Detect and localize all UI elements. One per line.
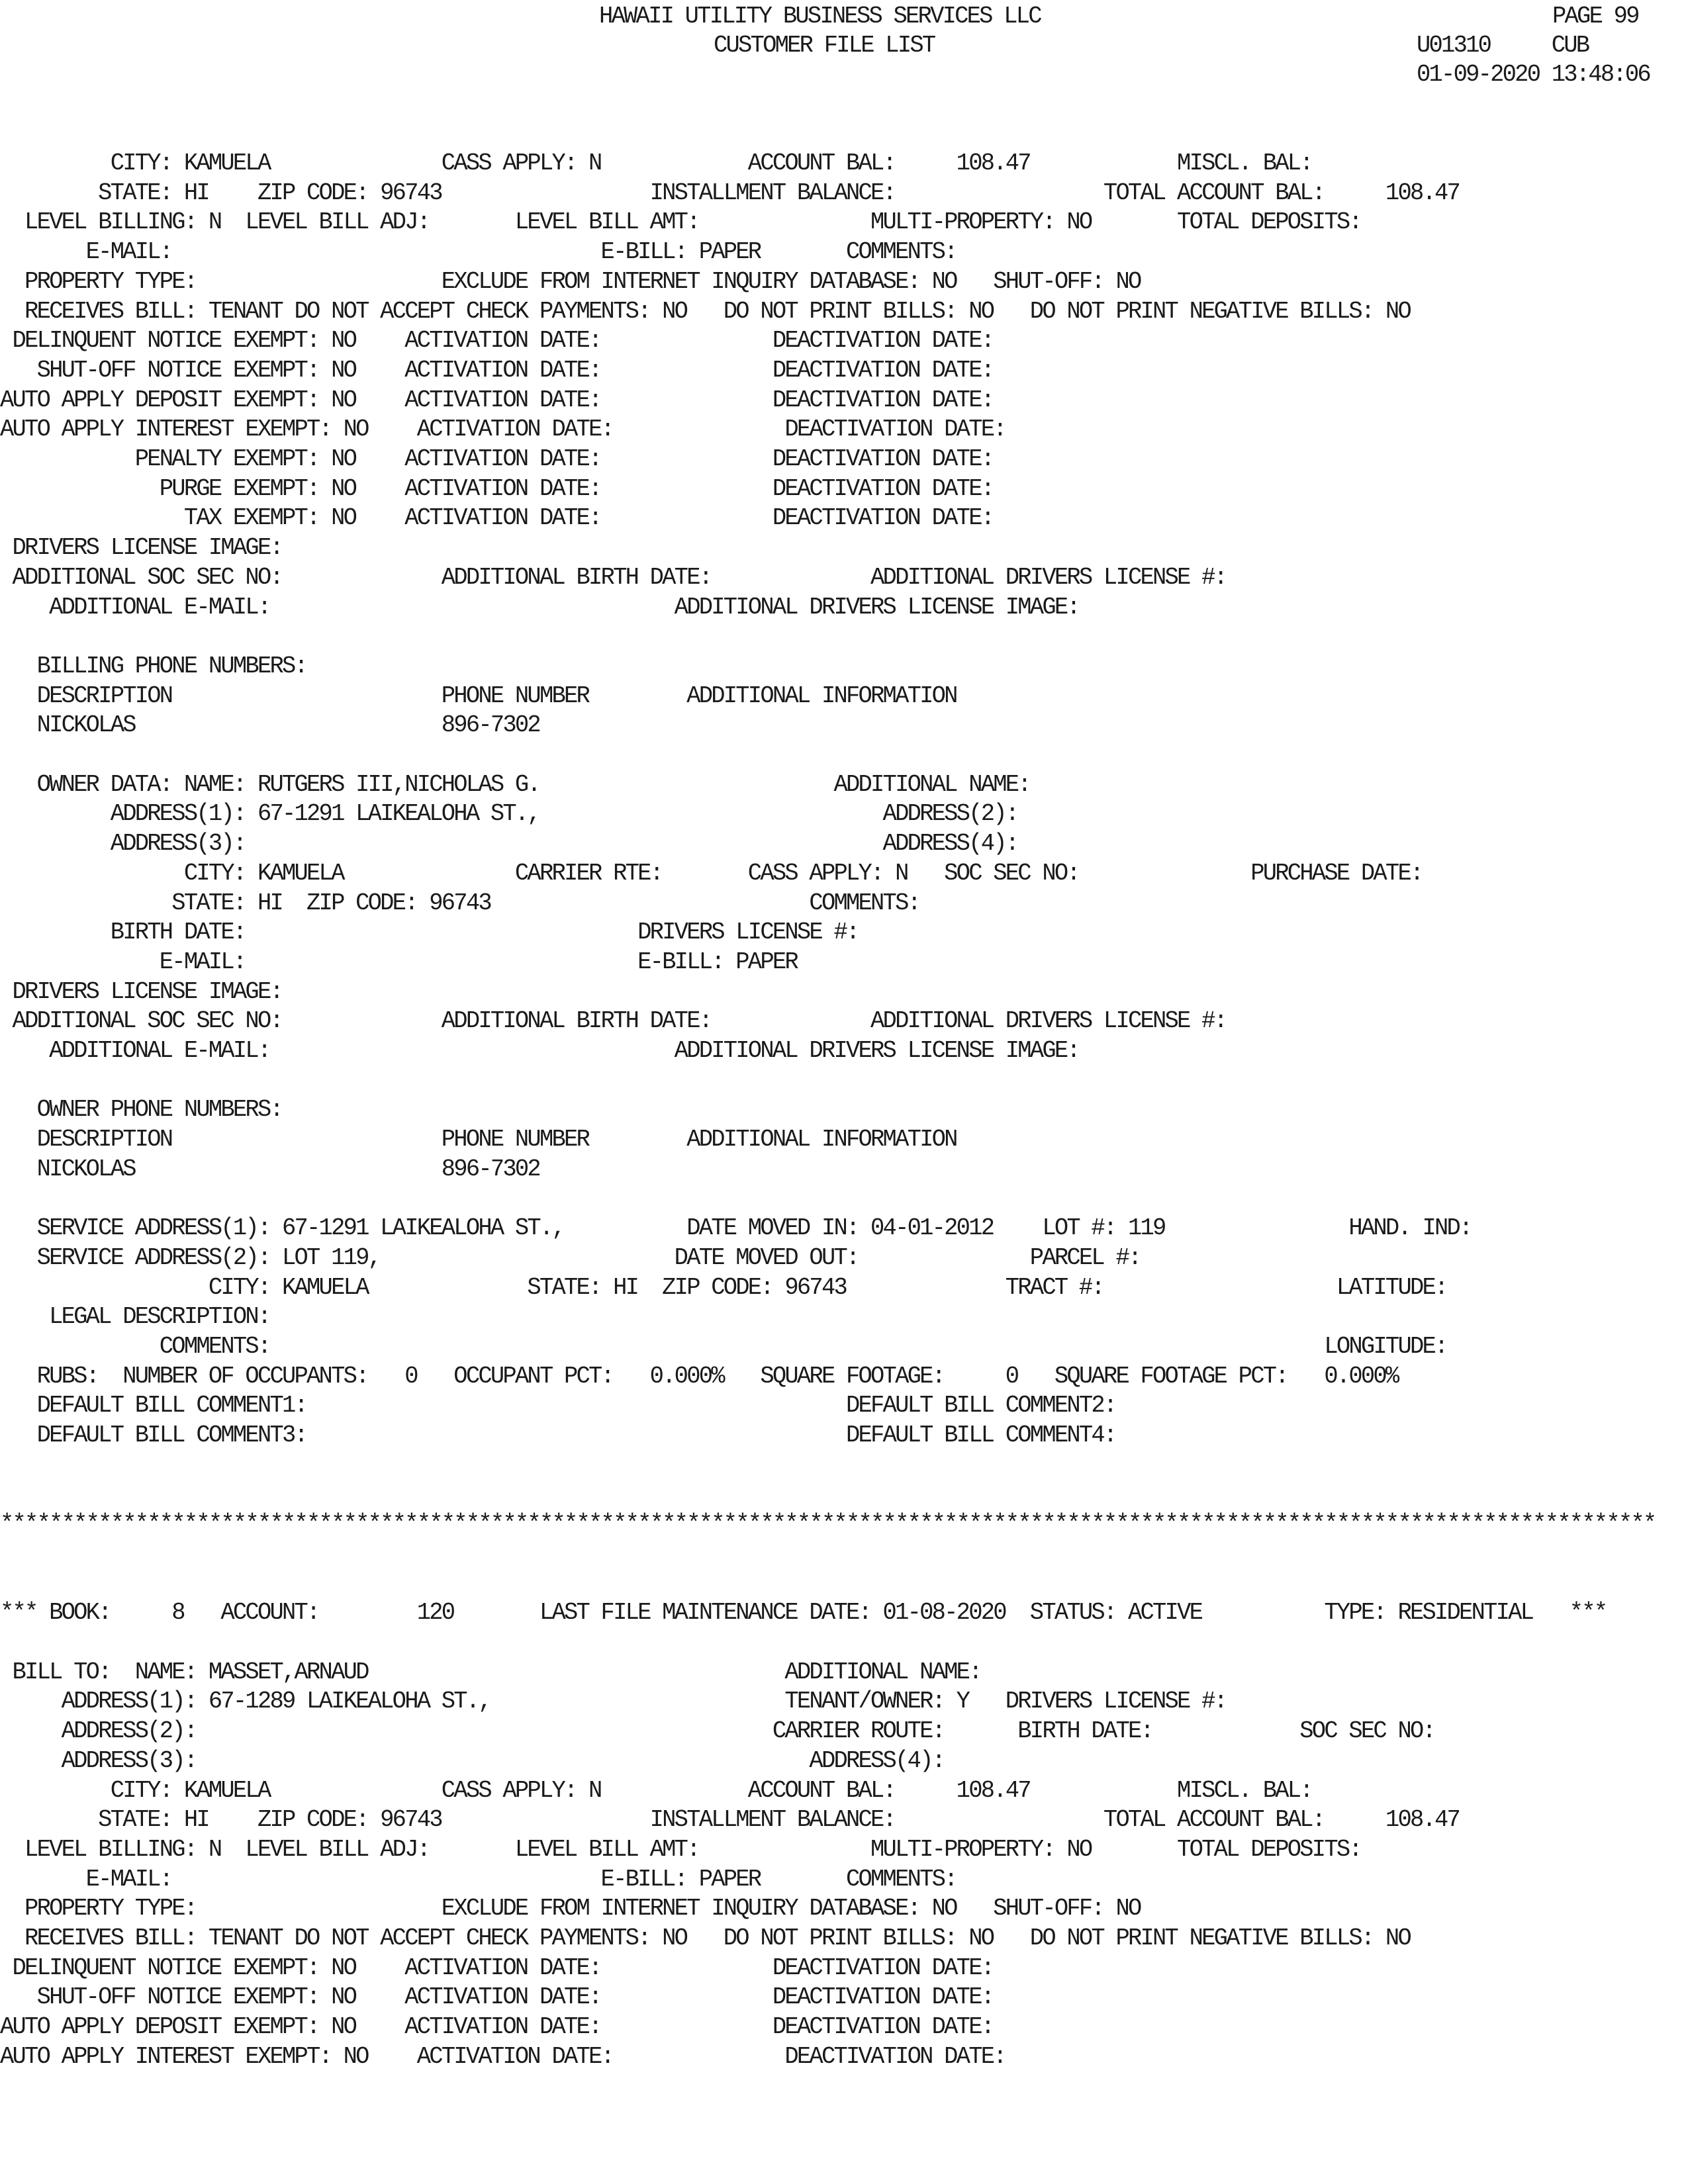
report-line: E-MAIL: E-BILL: PAPER COMMENTS: — [0, 238, 957, 266]
report-datetime: 01-09-2020 13:48:06 — [1417, 61, 1650, 88]
report-line: DRIVERS LICENSE IMAGE: — [0, 534, 282, 562]
report-line: DEFAULT BILL COMMENT1: DEFAULT BILL COMMENT2: — [0, 1392, 1116, 1420]
report-line: BILLING PHONE NUMBERS: — [0, 652, 307, 680]
report-line: OWNER PHONE NUMBERS: — [0, 1096, 282, 1124]
report-line: BIRTH DATE: DRIVERS LICENSE #: — [0, 919, 859, 946]
report-line: STATE: HI ZIP CODE: 96743 COMMENTS: — [0, 889, 920, 917]
report-line: CITY: KAMUELA CASS APPLY: N ACCOUNT BAL: 108.47 MISCL. BAL: — [0, 1776, 1312, 1804]
report-line: PENALTY EXEMPT: NO ACTIVATION DATE: DEACTIVATION DATE: — [0, 445, 994, 473]
report-line: RUBS: NUMBER OF OCCUPANTS: 0 OCCUPANT PCT: 0.000% SQUARE FOOTAGE: 0 SQUARE FOOTAGE PCT: 0.000% — [0, 1362, 1398, 1390]
report-line: LEVEL BILLING: N LEVEL BILL ADJ: LEVEL BILL AMT: MULTI-PROPERTY: NO TOTAL DEPOSITS: — [0, 208, 1361, 236]
page-number: PAGE 99 — [1552, 3, 1638, 30]
report-line: LEVEL BILLING: N LEVEL BILL ADJ: LEVEL BILL AMT: MULTI-PROPERTY: NO TOTAL DEPOSITS: — [0, 1835, 1361, 1863]
report-line: SERVICE ADDRESS(1): 67-1291 LAIKEALOHA ST., DATE MOVED IN: 04-01-2012 LOT #: 119 HAND. IND: — [0, 1214, 1472, 1242]
report-line: STATE: HI ZIP CODE: 96743 INSTALLMENT BALANCE: TOTAL ACCOUNT BAL: 108.47 — [0, 1806, 1460, 1834]
report-line: NICKOLAS 896-7302 — [0, 711, 539, 739]
report-line: STATE: HI ZIP CODE: 96743 INSTALLMENT BALANCE: TOTAL ACCOUNT BAL: 108.47 — [0, 179, 1460, 206]
report-line: E-MAIL: E-BILL: PAPER COMMENTS: — [0, 1865, 957, 1893]
report-line: PURGE EXEMPT: NO ACTIVATION DATE: DEACTIVATION DATE: — [0, 475, 994, 502]
report-line: DESCRIPTION PHONE NUMBER ADDITIONAL INFORMATION — [0, 1126, 957, 1154]
report-line: DESCRIPTION PHONE NUMBER ADDITIONAL INFORMATION — [0, 682, 957, 709]
report-line: DEFAULT BILL COMMENT3: DEFAULT BILL COMMENT4: — [0, 1422, 1116, 1449]
report-line: CITY: KAMUELA STATE: HI ZIP CODE: 96743 TRACT #: LATITUDE: — [0, 1273, 1447, 1301]
report-line: ADDITIONAL E-MAIL: ADDITIONAL DRIVERS LICENSE IMAGE: — [0, 593, 1079, 621]
report-line: E-MAIL: E-BILL: PAPER — [0, 948, 797, 976]
report-line: BILL TO: NAME: MASSET,ARNAUD ADDITIONAL NAME: — [0, 1658, 981, 1686]
report-line: AUTO APPLY DEPOSIT EXEMPT: NO ACTIVATION DATE: DEACTIVATION DATE: — [0, 386, 994, 414]
report-line: NICKOLAS 896-7302 — [0, 1155, 539, 1183]
report-line: ADDRESS(2): CARRIER ROUTE: BIRTH DATE: SOC SEC NO: — [0, 1717, 1435, 1745]
report-line: ADDITIONAL SOC SEC NO: ADDITIONAL BIRTH DATE: ADDITIONAL DRIVERS LICENSE #: — [0, 563, 1227, 591]
report-line: ADDITIONAL E-MAIL: ADDITIONAL DRIVERS LICENSE IMAGE: — [0, 1037, 1079, 1064]
report-line: AUTO APPLY INTEREST EXEMPT: NO ACTIVATION DATE: DEACTIVATION DATE: — [0, 2042, 1006, 2070]
report-line: LEGAL DESCRIPTION: — [0, 1303, 270, 1331]
company-name: HAWAII UTILITY BUSINESS SERVICES LLC — [599, 3, 1041, 30]
report-line: *************************************************************************************************************************************** — [0, 1510, 1656, 1538]
report-id: U01310 CUB — [1417, 32, 1589, 59]
report-line: ADDITIONAL SOC SEC NO: ADDITIONAL BIRTH DATE: ADDITIONAL DRIVERS LICENSE #: — [0, 1007, 1227, 1035]
report-line: *** BOOK: 8 ACCOUNT: 120 LAST FILE MAINTENANCE DATE: 01-08-2020 STATUS: ACTIVE TYPE: RESIDENTIAL *** — [0, 1599, 1607, 1627]
report-line: OWNER DATA: NAME: RUTGERS III,NICHOLAS G. ADDITIONAL NAME: — [0, 770, 1030, 798]
report-line: SERVICE ADDRESS(2): LOT 119, DATE MOVED OUT: PARCEL #: — [0, 1244, 1141, 1271]
report-line: ADDRESS(3): ADDRESS(4): — [0, 830, 1018, 858]
report-line: ADDRESS(1): 67-1289 LAIKEALOHA ST., TENANT/OWNER: Y DRIVERS LICENSE #: — [0, 1688, 1227, 1715]
report-line: TAX EXEMPT: NO ACTIVATION DATE: DEACTIVATION DATE: — [0, 504, 994, 532]
report-line: RECEIVES BILL: TENANT DO NOT ACCEPT CHECK PAYMENTS: NO DO NOT PRINT BILLS: NO DO NOT PRINT NEGATIVE BILLS: NO — [0, 1925, 1410, 1952]
report-line: DELINQUENT NOTICE EXEMPT: NO ACTIVATION DATE: DEACTIVATION DATE: — [0, 327, 994, 355]
report-line: CITY: KAMUELA CASS APPLY: N ACCOUNT BAL: 108.47 MISCL. BAL: — [0, 150, 1312, 177]
report-line: PROPERTY TYPE: EXCLUDE FROM INTERNET INQUIRY DATABASE: NO SHUT-OFF: NO — [0, 267, 1141, 295]
report-line: AUTO APPLY INTEREST EXEMPT: NO ACTIVATION DATE: DEACTIVATION DATE: — [0, 416, 1006, 443]
report-line: AUTO APPLY DEPOSIT EXEMPT: NO ACTIVATION DATE: DEACTIVATION DATE: — [0, 2013, 994, 2041]
report-line: DELINQUENT NOTICE EXEMPT: NO ACTIVATION DATE: DEACTIVATION DATE: — [0, 1954, 994, 1981]
report-line: ADDRESS(3): ADDRESS(4): — [0, 1747, 945, 1774]
report-line: SHUT-OFF NOTICE EXEMPT: NO ACTIVATION DATE: DEACTIVATION DATE: — [0, 356, 994, 384]
report-title: CUSTOMER FILE LIST — [714, 32, 935, 59]
report-line: COMMENTS: LONGITUDE: — [0, 1333, 1447, 1360]
report-line: ADDRESS(1): 67-1291 LAIKEALOHA ST., ADDRESS(2): — [0, 800, 1018, 828]
report-line: CITY: KAMUELA CARRIER RTE: CASS APPLY: N SOC SEC NO: PURCHASE DATE: — [0, 859, 1423, 887]
report-line: SHUT-OFF NOTICE EXEMPT: NO ACTIVATION DATE: DEACTIVATION DATE: — [0, 1983, 994, 2011]
report-line: PROPERTY TYPE: EXCLUDE FROM INTERNET INQUIRY DATABASE: NO SHUT-OFF: NO — [0, 1895, 1141, 1923]
report-line: DRIVERS LICENSE IMAGE: — [0, 978, 282, 1005]
report-line: RECEIVES BILL: TENANT DO NOT ACCEPT CHECK PAYMENTS: NO DO NOT PRINT BILLS: NO DO NOT PRINT NEGATIVE BILLS: NO — [0, 297, 1410, 325]
